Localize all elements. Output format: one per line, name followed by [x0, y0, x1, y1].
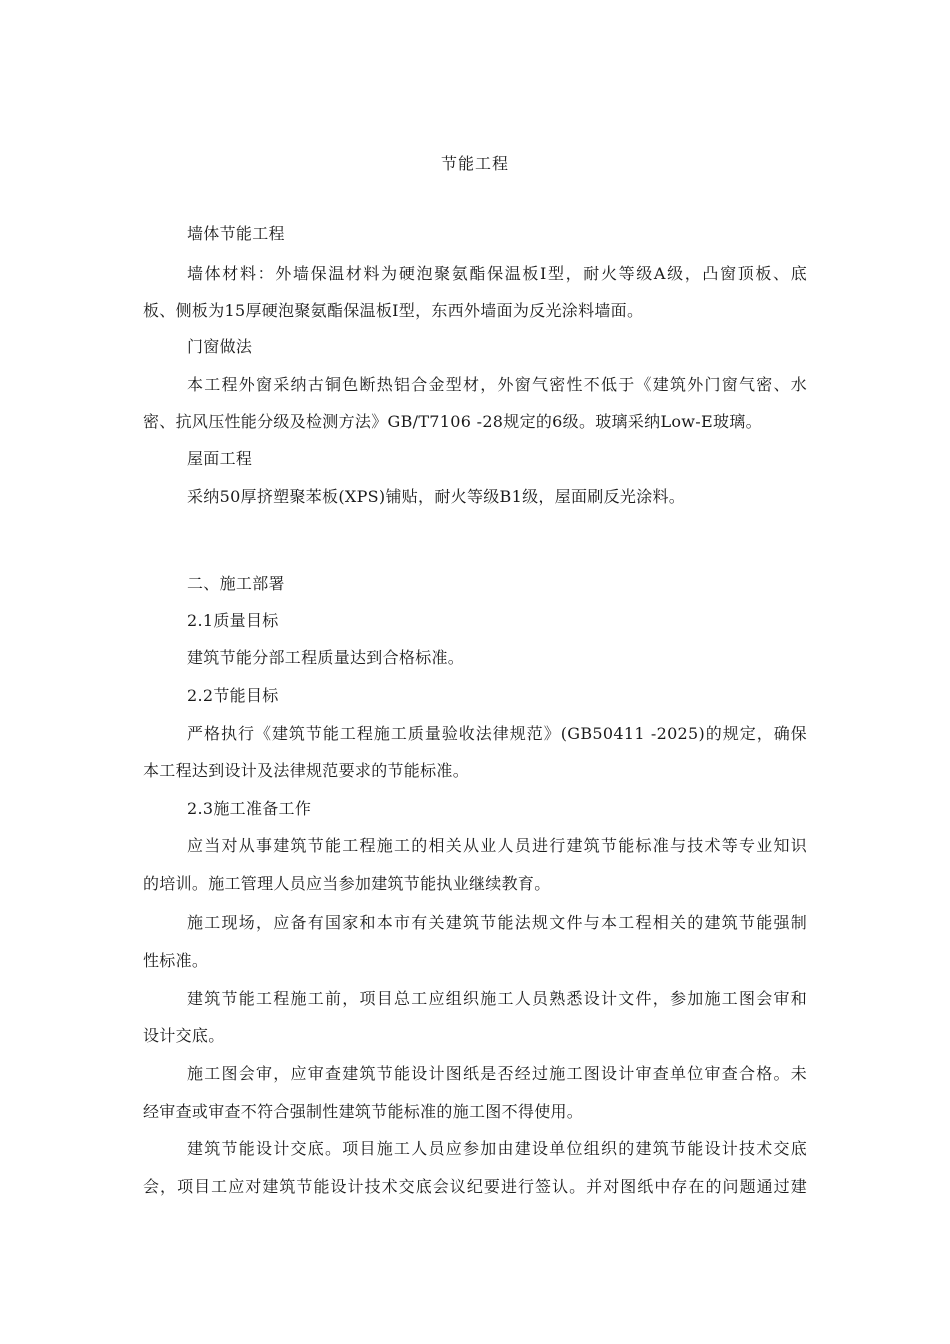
section-2-1-heading: 2.1质量目标 [187, 611, 279, 630]
section-2-heading: 二、施工部署 [187, 574, 285, 593]
wall-paragraph-line-1: 墙体材料：外墙保温材料为硬泡聚氨酯保温板Ⅰ型，耐火等级A级，凸窗顶板、底 [187, 264, 807, 283]
section-2-3-paragraph-1-line-2: 的培训。施工管理人员应当参加建筑节能执业继续教育。 [143, 874, 551, 893]
section-2-3-heading: 2.3施工准备工作 [187, 799, 312, 818]
section-2-3-paragraph-5-line-1: 建筑节能设计交底。项目施工人员应参加由建设单位组织的建筑节能设计技术交底 [187, 1139, 807, 1158]
section-2-3-paragraph-1-line-1: 应当对从事建筑节能工程施工的相关从业人员进行建筑节能标准与技术等专业知识 [187, 836, 807, 855]
section-2-3-paragraph-2-line-2: 性标准。 [143, 951, 209, 970]
roof-heading: 屋面工程 [187, 449, 253, 468]
section-2-3-paragraph-2-line-1: 施工现场，应备有国家和本市有关建筑节能法规文件与本工程相关的建筑节能强制 [187, 913, 807, 932]
section-2-2-paragraph-line-1: 严格执行《建筑节能工程施工质量验收法律规范》(GB50411 -2025)的规定，确保 [187, 724, 807, 743]
section-2-3-paragraph-3-line-1: 建筑节能工程施工前，项目总工应组织施工人员熟悉设计文件，参加施工图会审和 [187, 989, 807, 1008]
section-2-3-paragraph-3-line-2: 设计交底。 [143, 1026, 225, 1045]
document-title: 节能工程 [440, 154, 509, 173]
window-paragraph-line-2: 密、抗风压性能分级及检测方法》GB/T7106 -28规定的6级。玻璃采纳Low-E玻璃。 [143, 412, 762, 431]
window-paragraph-line-1: 本工程外窗采纳古铜色断热铝合金型材，外窗气密性不低于《建筑外门窗气密、水 [187, 375, 807, 394]
section-2-3-paragraph-4-line-2: 经审查或审查不符合强制性建筑节能标准的施工图不得使用。 [143, 1102, 584, 1121]
section-2-2-heading: 2.2节能目标 [187, 686, 279, 705]
section-2-3-paragraph-4-line-1: 施工图会审，应审查建筑节能设计图纸是否经过施工图设计审查单位审查合格。未 [187, 1064, 807, 1083]
roof-paragraph: 采纳50厚挤塑聚苯板(XPS)铺贴，耐火等级B1级，屋面刷反光涂料。 [187, 487, 686, 506]
section-2-1-paragraph: 建筑节能分部工程质量达到合格标准。 [187, 648, 465, 667]
wall-paragraph-line-2: 板、侧板为15厚硬泡聚氨酯保温板Ⅰ型，东西外墙面为反光涂料墙面。 [143, 301, 644, 320]
window-heading: 门窗做法 [187, 337, 253, 356]
section-2-3-paragraph-5-line-2: 会，项目工应对建筑节能设计技术交底会议纪要进行签认。并对图纸中存在的问题通过建 [143, 1177, 807, 1196]
section-2-2-paragraph-line-2: 本工程达到设计及法律规范要求的节能标准。 [143, 761, 470, 780]
wall-heading: 墙体节能工程 [187, 224, 285, 243]
